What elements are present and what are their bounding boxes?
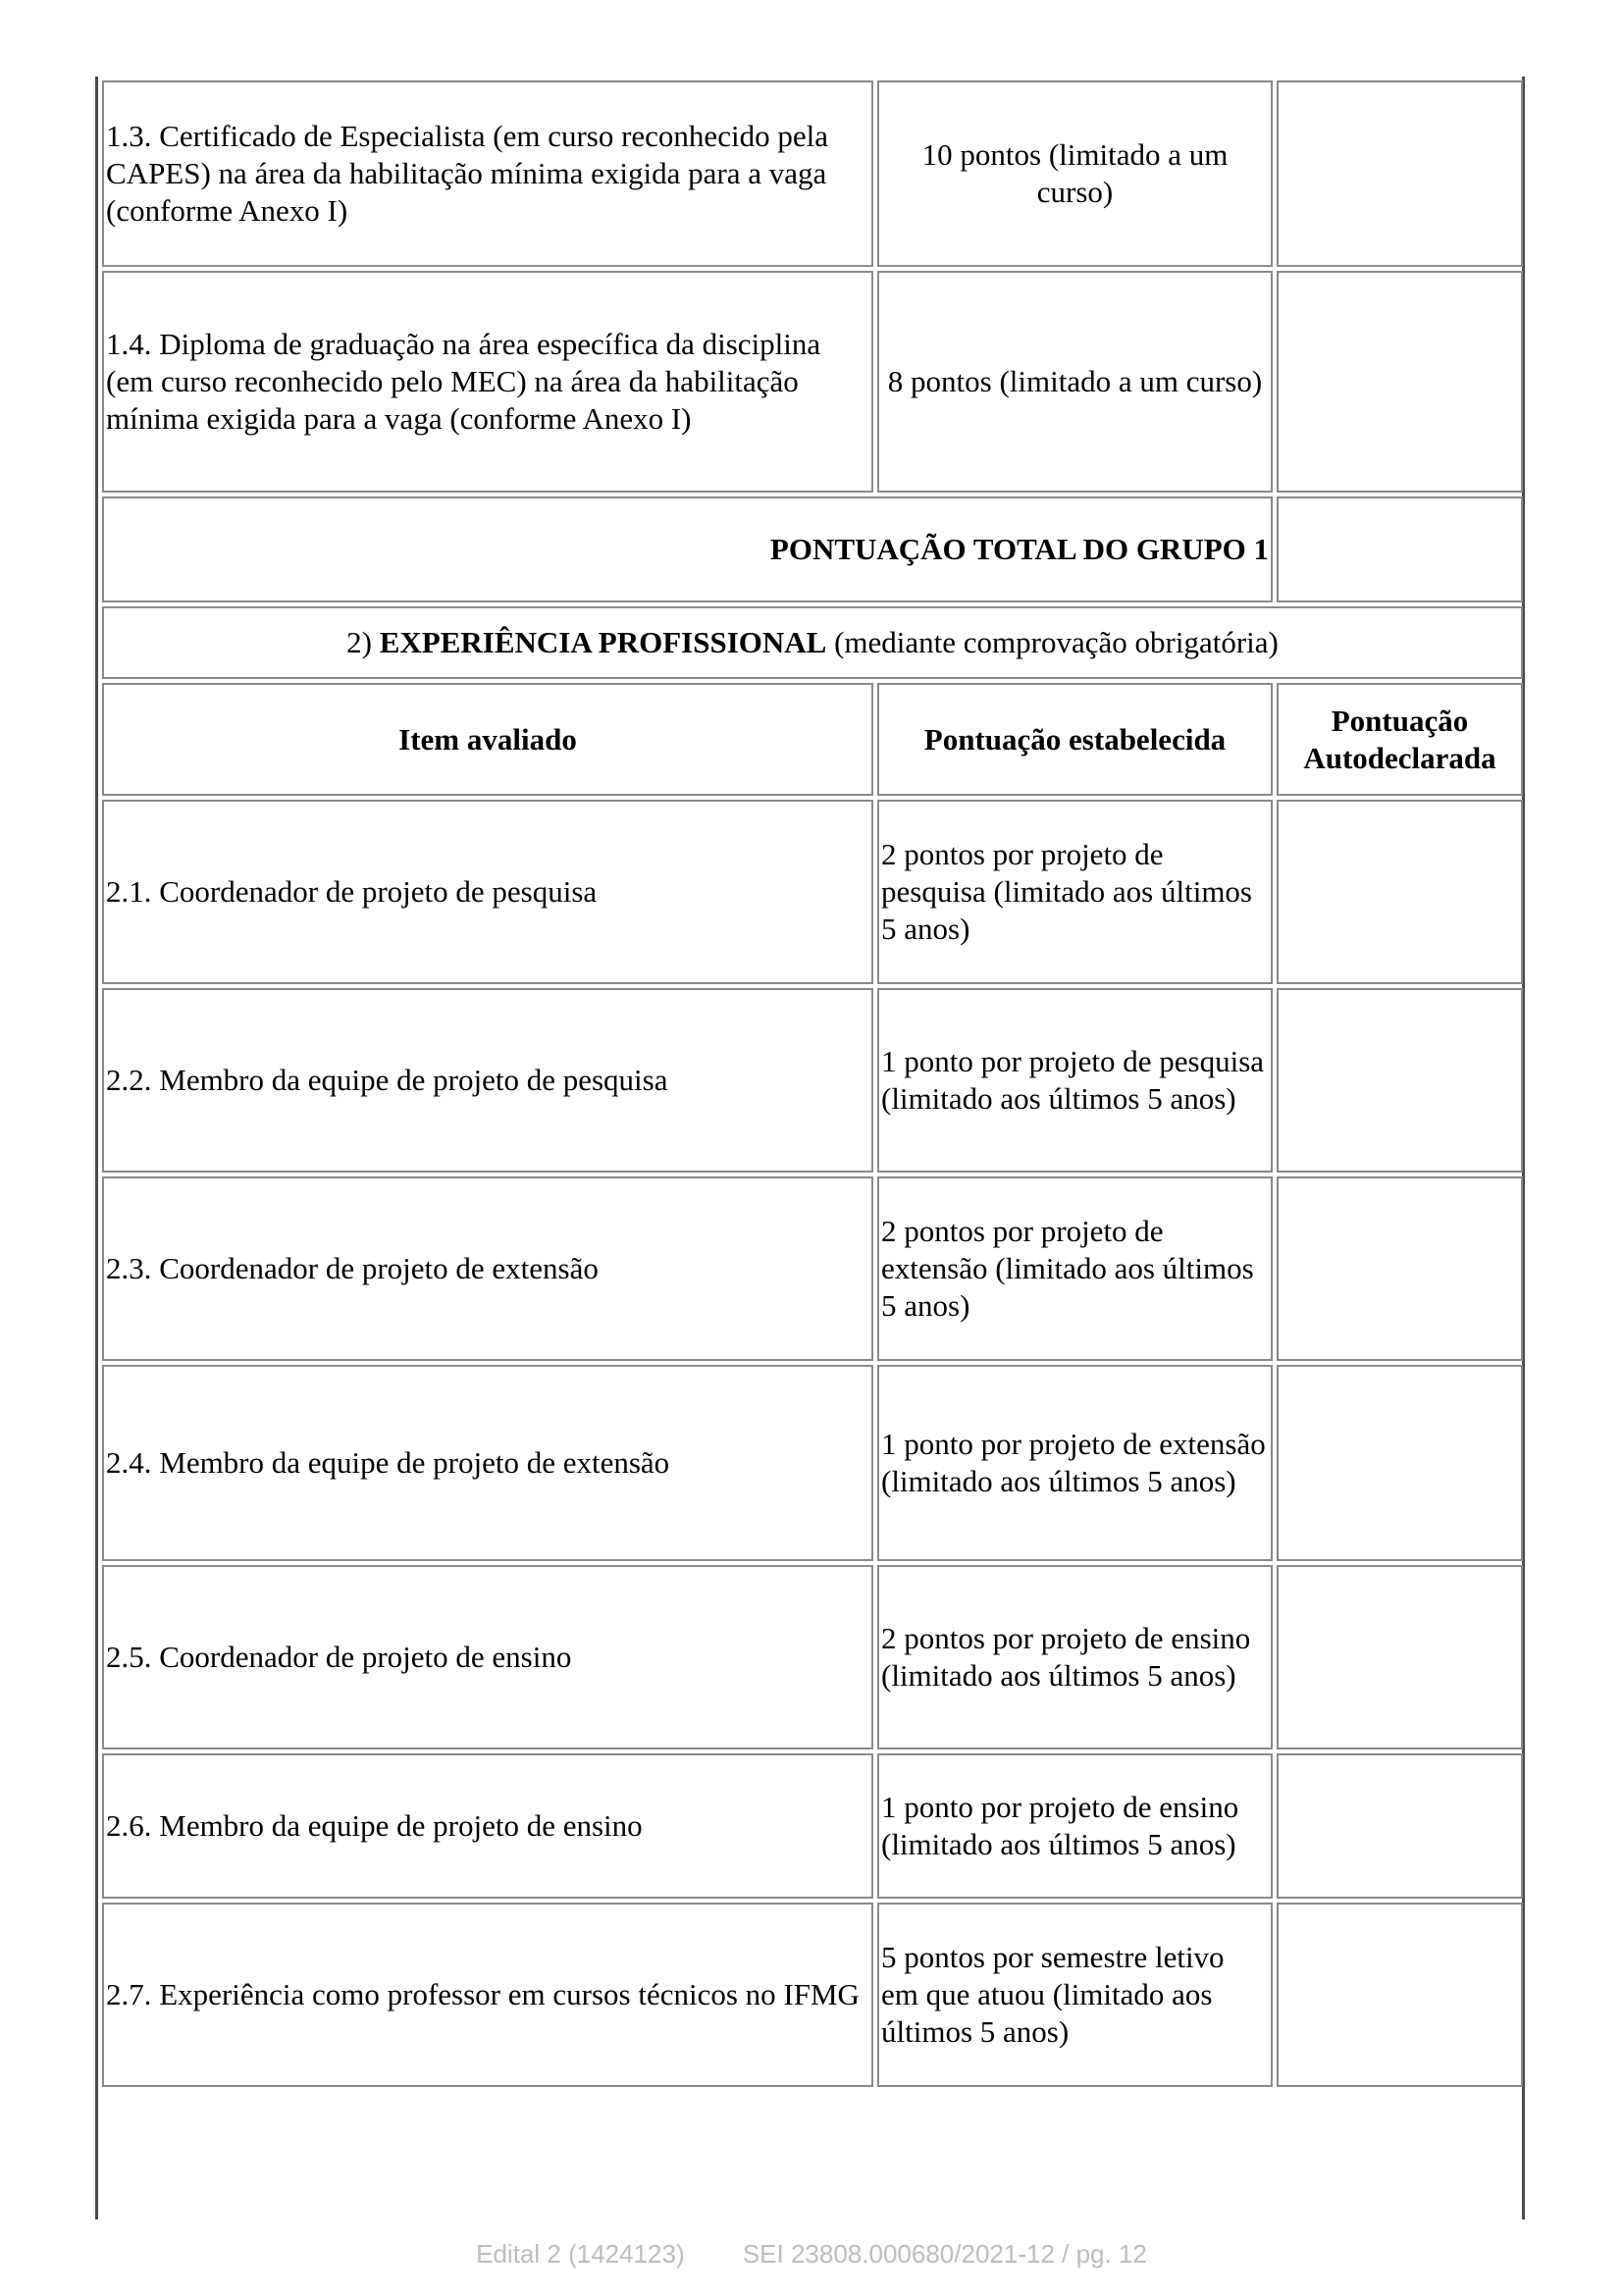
item-cell: 2.3. Coordenador de projeto de extensão [102,1176,873,1361]
table-row [102,800,1523,984]
table-row [102,988,1523,1173]
table-row [102,1565,1523,1749]
item-cell: 2.4. Membro da equipe de projeto de extensão [102,1365,873,1561]
points-cell: 5 pontos por semestre letivo em que atuou (limitado aos últimos 5 anos) [877,1903,1273,2087]
self-score-cell[interactable] [1277,1565,1523,1749]
points-cell: 1 ponto por projeto de ensino (limitado aos últimos 5 anos) [877,1753,1273,1899]
self-score-cell[interactable] [1277,1903,1523,2087]
self-score-cell[interactable] [1277,988,1523,1173]
header-row [102,683,1523,796]
header-self-score: Pontuação Autodeclarada [1277,683,1523,796]
points-cell: 10 pontos (limitado a um curso) [877,80,1273,267]
self-score-cell[interactable] [1277,1176,1523,1361]
table-row [102,1176,1523,1361]
table-row [102,1753,1523,1899]
scoring-table [98,77,1527,2091]
item-cell: 2.7. Experiência como professor em cursos técnicos no IFMG [102,1903,873,2087]
header-item: Item avaliado [102,683,873,796]
item-cell: 1.3. Certificado de Especialista (em curso reconhecido pela CAPES) na área da habilitação mínima exigida para a vaga (conforme Anexo I) [102,80,873,267]
section-heading: EXPERIÊNCIA PROFISSIONAL [379,625,827,659]
points-cell: 8 pontos (limitado a um curso) [877,271,1273,493]
section-note: (mediante comprovação obrigatória) [826,625,1279,659]
item-cell: 1.4. Diploma de graduação na área específica da disciplina (em curso reconhecido pelo MEC) na área da habilitação mínima exigida para a vaga (conforme Anexo I) [102,271,873,493]
self-score-cell[interactable] [1277,1365,1523,1561]
footer-sei-ref: SEI 23808.000680/2021-12 / pg. 12 [742,2239,1147,2269]
item-cell: 2.5. Coordenador de projeto de ensino [102,1565,873,1749]
table-row [102,80,1523,267]
group-total-label: PONTUAÇÃO TOTAL DO GRUPO 1 [102,496,1273,602]
group-total-row [102,496,1523,602]
points-cell: 1 ponto por projeto de extensão (limitado aos últimos 5 anos) [877,1365,1273,1561]
item-cell: 2.6. Membro da equipe de projeto de ensino [102,1753,873,1899]
self-score-cell[interactable] [1277,80,1523,267]
footer-document-ref: Edital 2 (1424123) [476,2239,685,2269]
points-cell: 2 pontos por projeto de ensino (limitado aos últimos 5 anos) [877,1565,1273,1749]
self-score-cell[interactable] [1277,271,1523,493]
section-prefix: 2) [346,625,380,659]
page-footer [0,2239,1623,2270]
table-row [102,1903,1523,2087]
table-row [102,271,1523,493]
group-total-value[interactable] [1277,496,1523,602]
item-cell: 2.2. Membro da equipe de projeto de pesquisa [102,988,873,1173]
item-cell: 2.1. Coordenador de projeto de pesquisa [102,800,873,984]
points-cell: 1 ponto por projeto de pesquisa (limitado aos últimos 5 anos) [877,988,1273,1173]
points-cell: 2 pontos por projeto de pesquisa (limitado aos últimos 5 anos) [877,800,1273,984]
section-title [102,606,1523,679]
table-row [102,1365,1523,1561]
self-score-cell[interactable] [1277,800,1523,984]
points-cell: 2 pontos por projeto de extensão (limitado aos últimos 5 anos) [877,1176,1273,1361]
self-score-cell[interactable] [1277,1753,1523,1899]
header-points: Pontuação estabelecida [877,683,1273,796]
section-row [102,606,1523,679]
